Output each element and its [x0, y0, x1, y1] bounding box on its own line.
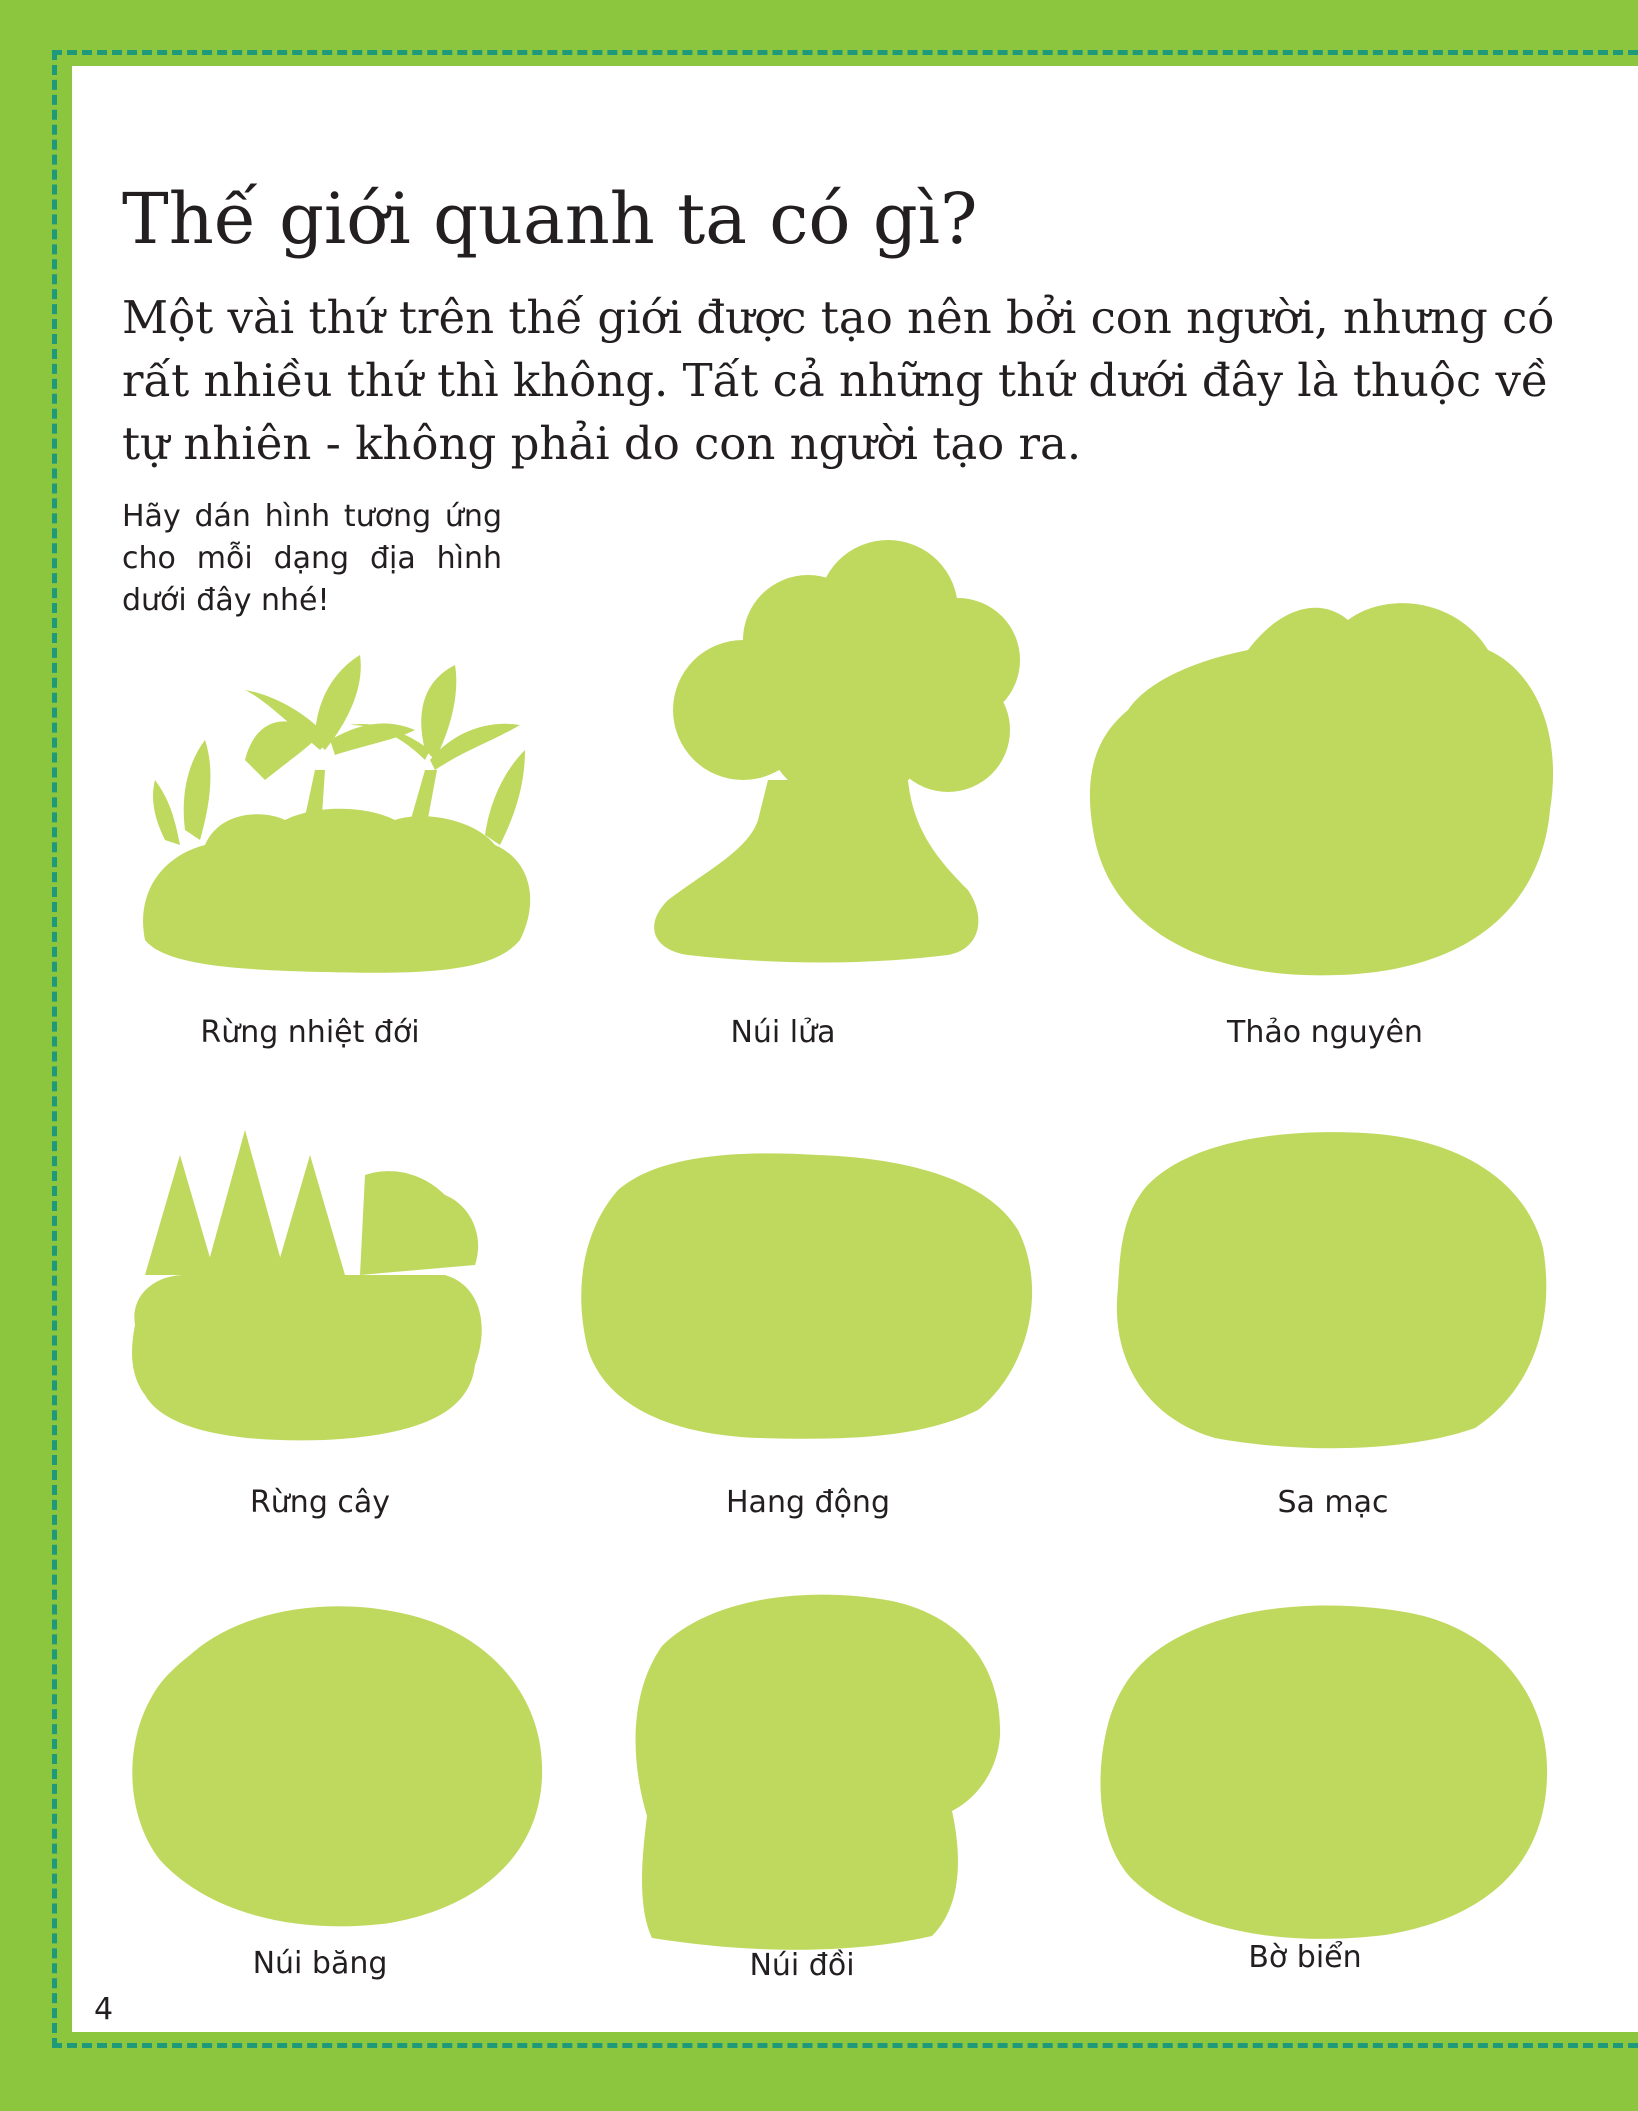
intro-paragraph: Một vài thứ trên thế giới được tạo nên bởi con người, nhưng có rất nhiều thứ thì không. Tất cả những thứ dưới đây là thuộc về tự nhiên - không phải do con người tạo ra.: [122, 291, 1555, 470]
instruction-text: Hãy dán hình tương ứng cho mỗi dạng địa hình dưới đây nhé!: [122, 499, 502, 618]
grassland-silhouette-icon: [1088, 590, 1558, 980]
label-desert: Sa mạc: [1277, 1485, 1389, 1520]
cave-silhouette-icon: [578, 1150, 1038, 1440]
label-grassland: Thảo nguyên: [1227, 1015, 1423, 1050]
iceberg-silhouette-icon: [130, 1595, 545, 1930]
desert-sticker-slot[interactable]: [1115, 1128, 1550, 1453]
coast-sticker-slot[interactable]: [1095, 1597, 1550, 1942]
page-title: Thế giới quanh ta có gì?: [122, 178, 978, 260]
label-volcano: Núi lửa: [730, 1015, 836, 1050]
page-number: 4: [94, 1992, 114, 2027]
volcano-sticker-slot[interactable]: [648, 530, 1028, 970]
cave-sticker-slot[interactable]: [578, 1150, 1038, 1440]
hill-sticker-slot[interactable]: [632, 1586, 1002, 1951]
iceberg-sticker-slot[interactable]: [130, 1595, 545, 1930]
label-rainforest: Rừng nhiệt đới: [200, 1015, 420, 1050]
coast-silhouette-icon: [1095, 1597, 1550, 1942]
label-cave: Hang động: [726, 1485, 890, 1520]
forest-silhouette-icon: [125, 1125, 495, 1445]
label-iceberg: Núi băng: [252, 1946, 388, 1981]
grassland-sticker-slot[interactable]: [1088, 590, 1558, 980]
rainforest-silhouette-icon: [125, 640, 545, 980]
label-forest: Rừng cây: [249, 1485, 391, 1520]
volcano-silhouette-icon: [648, 530, 1028, 970]
desert-silhouette-icon: [1115, 1128, 1550, 1453]
forest-sticker-slot[interactable]: [125, 1125, 495, 1445]
rainforest-sticker-slot[interactable]: [125, 640, 545, 980]
label-coast: Bờ biển: [1248, 1940, 1362, 1975]
hill-silhouette-icon: [632, 1586, 1002, 1951]
label-hill: Núi đồi: [749, 1948, 855, 1983]
